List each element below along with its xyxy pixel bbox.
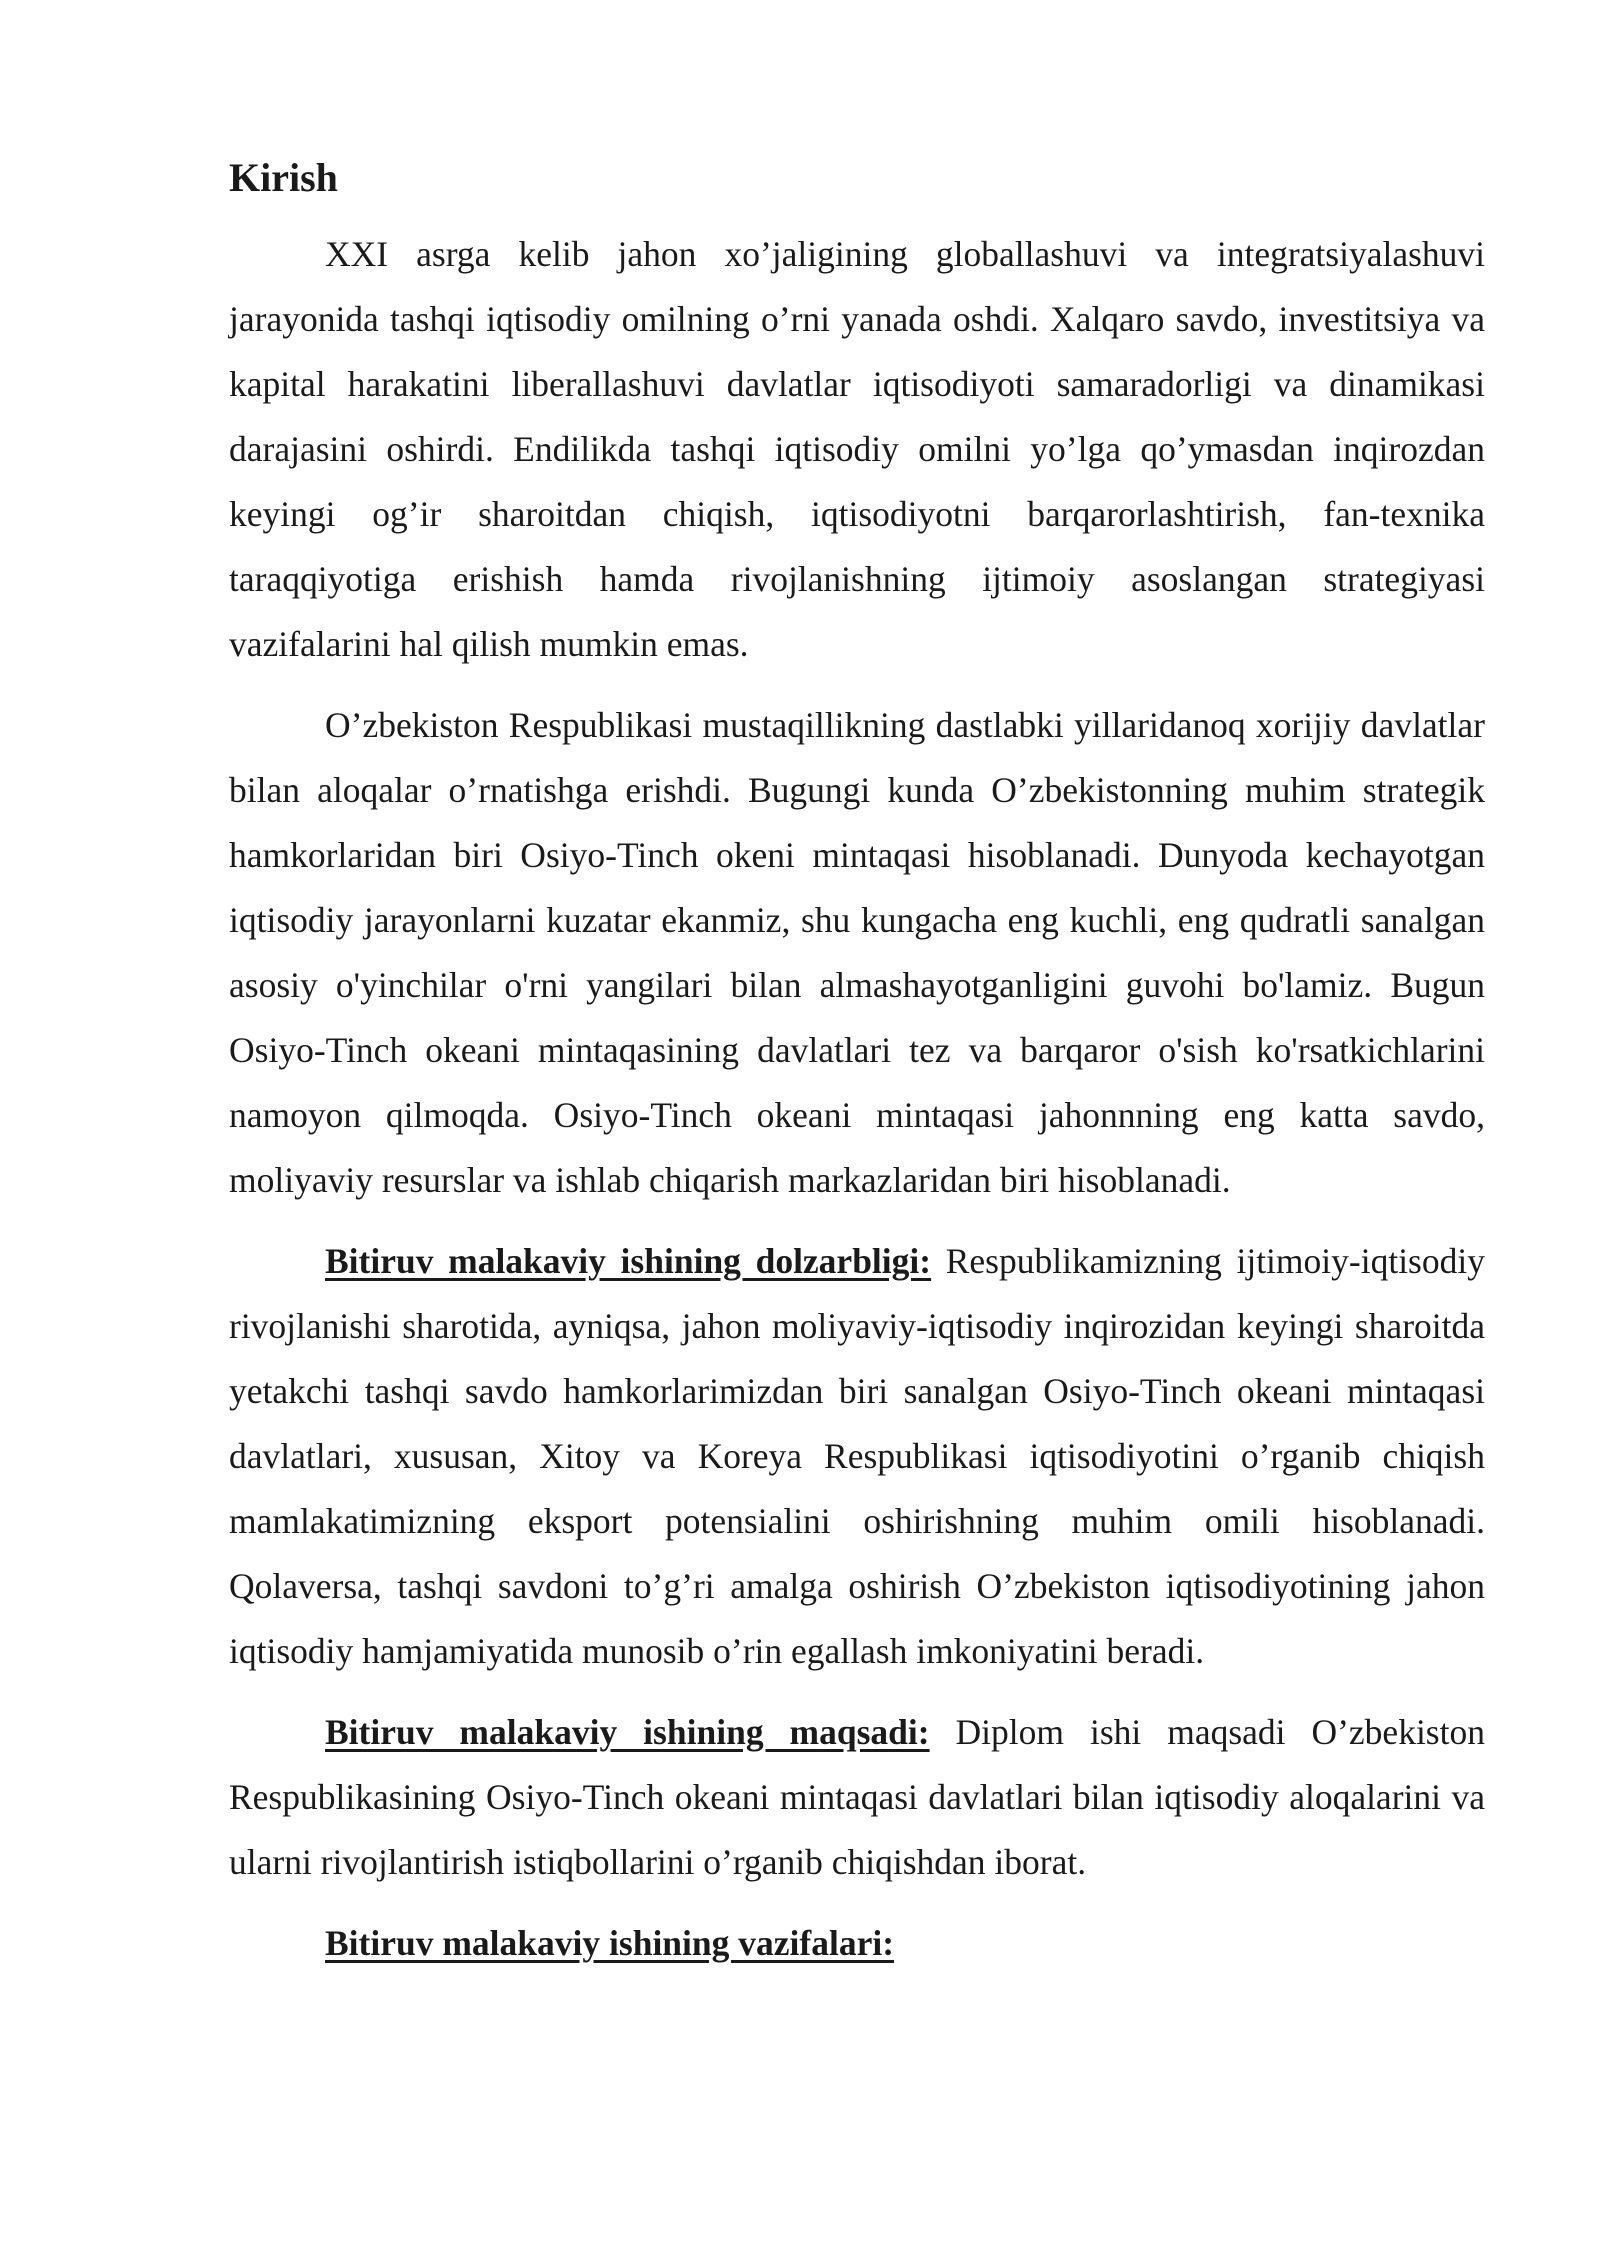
paragraph-uzbekistan xyxy=(229,693,1485,1213)
paragraph-text: XXI asrga kelib jahon xo’jaligining globallashuvi va integratsiyalashuvi jarayonida tashqi iqtisodiy omilning o’rni yanada oshdi. Xalqaro savdo, investitsiya va kapital harakatini liberallashuvi davlatlar iqtisodiyoti samaradorligi va dinamikasi darajasini oshirdi. Endilikda tashqi iqtisodiy omilni yo’lga qo’ymasdan inqirozdan keyingi og’ir sharoitdan chiqish, iqtisodiyotni barqarorlashtirish, fan-texnika taraqqiyotiga erishish hamda rivojlanishning ijtimoiy asoslangan strategiyasi vazifalarini hal qilish mumkin emas. xyxy=(229,234,1485,664)
paragraph-relevance xyxy=(229,1229,1485,1684)
document-body xyxy=(229,150,1485,1976)
paragraph-lead-heading: Bitiruv malakaviy ishining dolzarbligi: xyxy=(325,1241,932,1281)
paragraph-text: O’zbekiston Respublikasi mustaqillikning dastlabki yillaridanoq xorijiy davlatlar bilan aloqalar o’rnatishga erishdi. Bugungi kunda O’zbekistonning muhim strategik hamkorlaridan biri Osiyo-Tinch okeni mintaqasi hisoblanadi. Dunyoda kechayotgan iqtisodiy jarayonlarni kuzatar ekanmiz, shu kungacha eng kuchli, eng qudratli sanalgan asosiy o'yinchilar o'rni yangilari bilan almashayotganligini guvohi bo'lamiz. Bugun Osiyo-Tinch okeani mintaqasining davlatlari tez va barqaror o'sish ko'rsatkichlarini namoyon qilmoqda. Osiyo-Tinch okeani mintaqasi jahonnning eng katta savdo, moliyaviy resurslar va ishlab chiqarish markazlaridan biri hisoblanadi. xyxy=(229,705,1485,1200)
paragraph-text: Respublikamizning ijtimoiy-iqtisodiy rivojlanishi sharotida, ayniqsa, jahon moliyaviy-iqtisodiy inqirozidan keyingi sharoitda yetakchi tashqi savdo hamkorlarimizdan biri sanalgan Osiyo-Tinch okeani mintaqasi davlatlari, xususan, Xitoy va Koreya Respublikasi iqtisodiyotini o’rganib chiqish mamlakatimizning eksport potensialini oshirishning muhim omili hisoblanadi. Qolaversa, tashqi savdoni to’g’ri amalga oshirish O’zbekiston iqtisodiyotining jahon iqtisodiy hamjamiyatida munosib o’rin egallash imkoniyatini beradi. xyxy=(229,1241,1485,1671)
paragraph-text: Diplom ishi maqsadi O’zbekiston Respublikasining Osiyo-Tinch okeani mintaqasi davlatlari bilan iqtisodiy aloqalarini va ularni rivojlantirish istiqbollarini o’rganib chiqishdan iborat. xyxy=(229,1712,1485,1882)
section-title: Kirish xyxy=(229,155,338,200)
paragraph-intro xyxy=(229,222,1485,677)
paragraph-tasks xyxy=(229,1911,1485,1976)
paragraph-lead-heading: Bitiruv malakaviy ishining vazifalari: xyxy=(325,1923,895,1963)
paragraph-goal xyxy=(229,1700,1485,1895)
paragraph-lead-heading: Bitiruv malakaviy ishining maqsadi: xyxy=(325,1712,930,1752)
